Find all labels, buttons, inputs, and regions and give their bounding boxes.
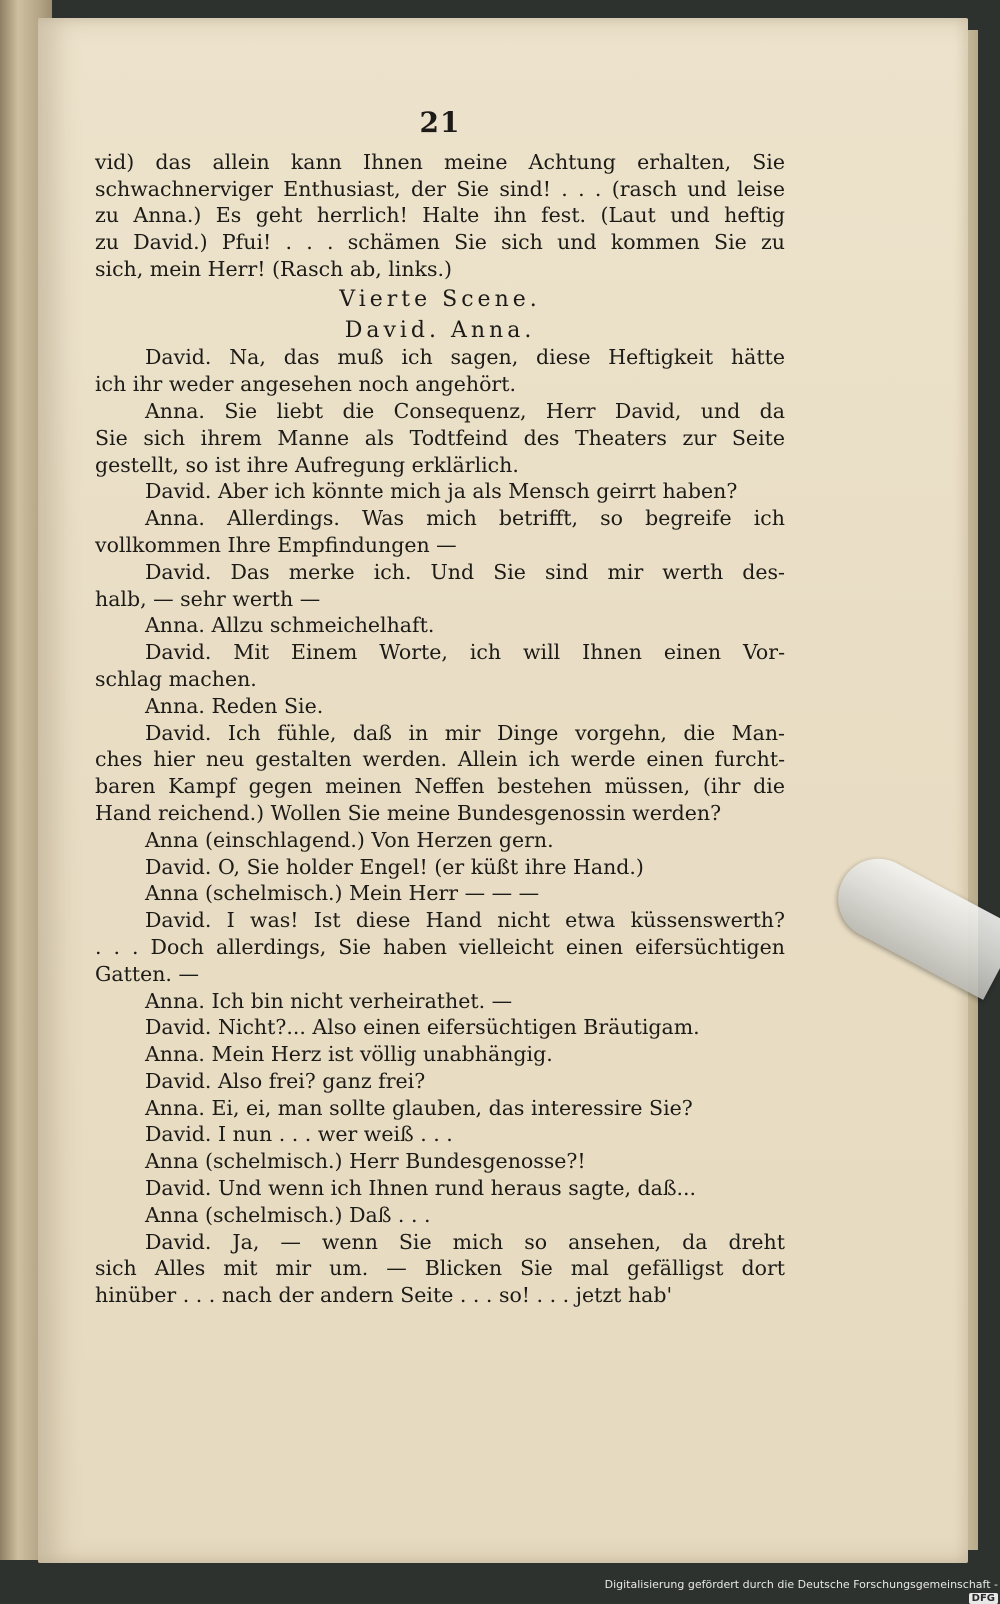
dialogue-line: David. Ja, — wenn Sie mich so ansehen, da dreht — [145, 1229, 785, 1254]
dialogue-line: schlag machen. — [95, 666, 257, 691]
dialogue-paragraph — [95, 827, 785, 854]
dialogue-paragraph — [95, 1041, 785, 1068]
text-line: schwachnerviger Enthusiast, der Sie sind! . . . (rasch und leise — [95, 176, 785, 201]
dialogue-line: Sie sich ihrem Manne als Todtfeind des Theaters zur Seite — [95, 425, 785, 450]
dialogue-paragraph — [95, 1148, 785, 1175]
dialogue-line: David. Nicht?... Also einen eifersüchtigen Bräutigam. — [145, 1015, 700, 1040]
footer — [600, 1578, 1000, 1604]
dialogue-line: David. Und wenn ich Ihnen rund heraus sagte, daß... — [145, 1176, 697, 1201]
dialogue-paragraph — [95, 1229, 785, 1309]
dialogue-line: David. Ich fühle, daß in mir Dinge vorgehn, die Man- — [145, 720, 785, 745]
dialogue-line: Anna. Allzu schmeichelhaft. — [145, 613, 435, 638]
dialogue-paragraph — [95, 988, 785, 1015]
page-text — [95, 106, 785, 1309]
dialogue-line: David. O, Sie holder Engel! (er küßt ihre Hand.) — [145, 854, 644, 879]
dialogue-paragraph — [95, 505, 785, 559]
dialogue-paragraph — [95, 720, 785, 827]
dialogue-line: David. Das merke ich. Und Sie sind mir werth des- — [145, 559, 785, 584]
dialogue-line: David. I nun . . . wer weiß . . . — [145, 1122, 453, 1147]
dialogue-line: . . . Doch allerdings, Sie haben vielleicht einen eifersüchtigen — [95, 934, 785, 959]
dialogue-line: Anna (schelmisch.) Mein Herr — — — — [145, 881, 540, 906]
dialogue-line: Anna (einschlagend.) Von Herzen gern. — [145, 827, 554, 852]
dialogue-line: David. Aber ich könnte mich ja als Mensch geirrt haben? — [145, 479, 738, 504]
dialogue-paragraph — [95, 639, 785, 693]
dialogue-line: David. Also frei? ganz frei? — [145, 1068, 426, 1093]
dialogue-line: David. Na, das muß ich sagen, diese Heftigkeit hätte — [145, 345, 785, 370]
text-line: zu David.) Pfui! . . . schämen Sie sich und kommen Sie zu — [95, 230, 785, 255]
dialogue-paragraph — [95, 1202, 785, 1229]
text-line: sich, mein Herr! (Rasch ab, links.) — [95, 256, 452, 281]
page-number: 21 — [419, 106, 461, 139]
scene-characters: David. Anna. — [344, 317, 536, 343]
dialogue-line: ich ihr weder angesehen noch angehört. — [95, 372, 516, 397]
dialogue-line: Anna. Ich bin nicht verheirathet. — — [145, 988, 513, 1013]
dialogue-paragraph — [95, 559, 785, 613]
dialogue-paragraph — [95, 612, 785, 639]
dialogue-paragraph — [95, 1095, 785, 1122]
footer-text: Digitalisierung gefördert durch die Deutsche Forschungsgemeinschaft - — [604, 1578, 998, 1591]
dialogue-line: David. Mit Einem Worte, ich will Ihnen einen Vor- — [145, 640, 785, 665]
dialogue-paragraph — [95, 344, 785, 398]
dialogue-line: Anna. Mein Herz ist völlig unabhängig. — [145, 1042, 553, 1067]
text-line: zu Anna.) Es geht herrlich! Halte ihn fest. (Laut und heftig — [95, 203, 785, 228]
dialogue-line: sich Alles mit mir um. — Blicken Sie mal gefälligst dort — [95, 1256, 785, 1281]
dialogue-line: Hand reichend.) Wollen Sie meine Bundesgenossin werden? — [95, 800, 722, 825]
opening-lines — [95, 149, 785, 283]
dialogue-line: Anna (schelmisch.) Herr Bundesgenosse?! — [145, 1149, 586, 1174]
dfg-logo: DFG — [969, 1593, 998, 1604]
dialogue-line: halb, — sehr werth — — [95, 586, 321, 611]
dialogue-line: Anna. Reden Sie. — [145, 693, 324, 718]
dialogue-line: Gatten. — — [95, 961, 199, 986]
text-line: vid) das allein kann Ihnen meine Achtung erhalten, Sie — [95, 149, 785, 174]
scene-heading: Vierte Scene. — [339, 286, 541, 312]
dialogue-line: hinüber . . . nach der andern Seite . . . so! . . . jetzt hab' — [95, 1283, 673, 1308]
dialogue-paragraph — [95, 693, 785, 720]
dialogue-line: vollkommen Ihre Empfindungen — — [95, 532, 457, 557]
dialogue-paragraph — [95, 1121, 785, 1148]
dialogue-line: Anna. Ei, ei, man sollte glauben, das interessire Sie? — [145, 1095, 693, 1120]
dialogue-line: David. I was! Ist diese Hand nicht etwa küssenswerth? — [145, 908, 785, 933]
dialogue-line: Anna. Allerdings. Was mich betrifft, so begreife ich — [145, 506, 785, 531]
dialogue-line: ches hier neu gestalten werden. Allein ich werde einen furcht- — [95, 747, 785, 772]
dialogue-paragraph — [95, 1068, 785, 1095]
dialogue-paragraph — [95, 854, 785, 881]
dialogue-line: gestellt, so ist ihre Aufregung erklärlich. — [95, 452, 519, 477]
dialogue-paragraph — [95, 1175, 785, 1202]
dialogue-paragraph — [95, 478, 785, 505]
dialogue-paragraph — [95, 880, 785, 907]
dialogue — [95, 344, 785, 1309]
dialogue-line: baren Kampf gegen meinen Neffen bestehen müssen, (ihr die — [95, 774, 785, 799]
dialogue-line: Anna (schelmisch.) Daß . . . — [145, 1202, 431, 1227]
dialogue-paragraph — [95, 1014, 785, 1041]
dialogue-paragraph — [95, 907, 785, 987]
dialogue-paragraph — [95, 398, 785, 478]
dialogue-line: Anna. Sie liebt die Consequenz, Herr David, und da — [145, 398, 785, 423]
